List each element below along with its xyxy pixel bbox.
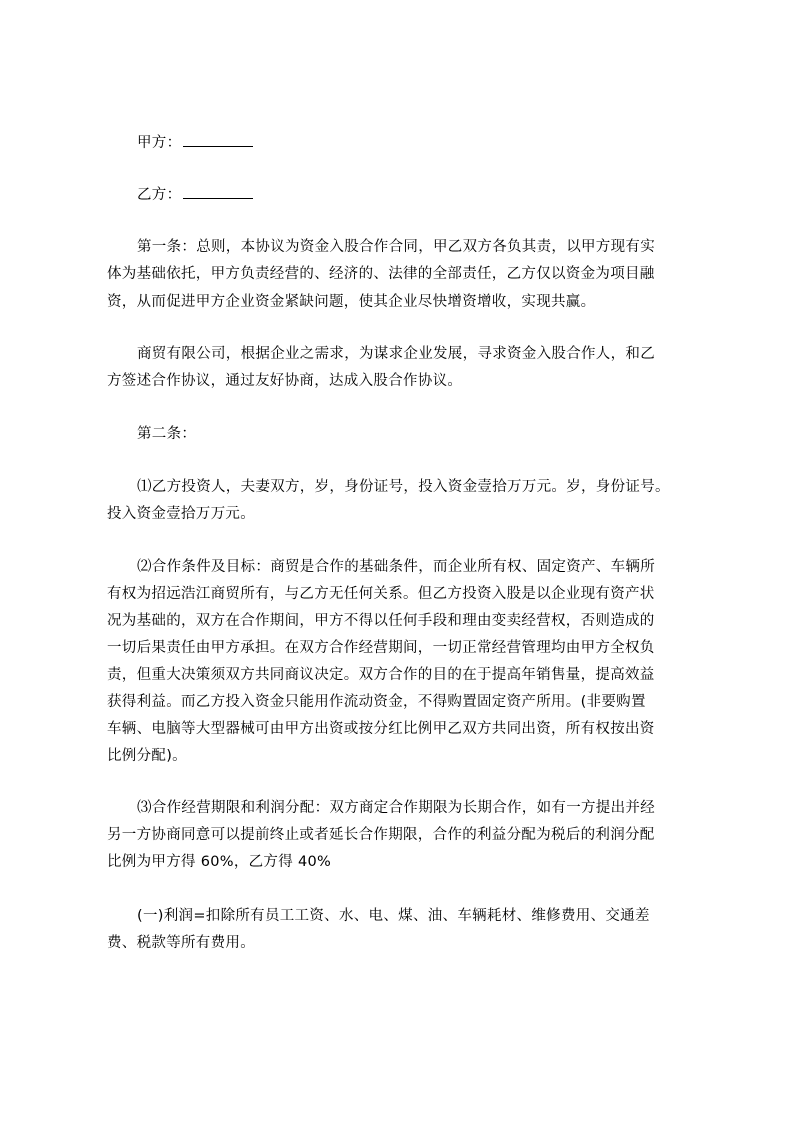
article1-line-3: 资，从而促进甲方企业资金紧缺问题，使其企业尽快增资增收，实现共赢。 [107,294,596,310]
clause3-line-3: 比例为甲方得 60%，乙方得 40% [107,854,332,870]
clause2-line-5: 责，但重大决策须双方共同商议决定。双方合作的目的在于提高年销售量，提高效益 [107,667,655,683]
sub1-line-2: 费、税款等所有费用。 [107,935,255,951]
clause3-line-1: ⑶合作经营期限和利润分配：双方商定合作期限为长期合作，如有一方提出并经 [137,800,655,816]
clause2-line-6: 获得利益。而乙方投入资金只能用作流动资金，不得购置固定资产所用。(非要购置 [107,694,646,710]
party-b-blank [183,184,253,199]
company-para-line-1: 商贸有限公司，根据企业之需求，为谋求企业发展，寻求资金入股合作人，和乙 [137,346,655,362]
party-a-label: 甲方： [137,135,182,151]
clause1-line-2: 投入资金壹拾万万元。 [107,506,255,522]
party-b-label: 乙方： [137,187,182,203]
clause2-line-8: 比例分配)。 [107,748,187,764]
article1-line-2: 体为基础依托，甲方负责经营的、经济的、法律的全部责任，乙方仅以资金为项目融 [107,266,655,282]
sub1-line-1: (一)利润=扣除所有员工工资、水、电、煤、油、车辆耗材、维修费用、交通差 [137,908,650,924]
clause2-line-3: 况为基础的，双方在合作期间，甲方不得以任何手段和理由变卖经营权，否则造成的 [107,613,655,629]
party-a-line [137,132,793,153]
clause1-line-1: ⑴乙方投资人，夫妻双方，岁，身份证号，投入资金壹拾万万元。岁，身份证号。 [137,479,670,495]
company-para-line-2: 方签述合作协议，通过友好协商，达成入股合作协议。 [107,373,463,389]
article1-line-1: 第一条：总则，本协议为资金入股合作合同，甲乙双方各负其责，以甲方现有实 [137,239,655,255]
article2-title: 第二条： [137,426,197,442]
clause2-line-4: 一切后果责任由甲方承担。在双方合作经营期间，一切正常经营管理均由甲方全权负 [107,640,655,656]
party-b-line [137,184,793,205]
clause2-line-1: ⑵合作条件及目标：商贸是合作的基础条件，而企业所有权、固定资产、车辆所 [137,559,655,575]
party-a-blank [183,132,253,147]
clause3-line-2: 另一方协商同意可以提前终止或者延长合作期限，合作的利益分配为税后的利润分配 [107,827,655,843]
clause2-line-7: 车辆、电脑等大型器械可由甲方出资或按分红比例甲乙双方共同出资，所有权按出资 [107,721,655,737]
clause2-line-2: 有权为招远浩江商贸所有，与乙方无任何关系。但乙方投资入股是以企业现有资产状 [107,586,655,602]
